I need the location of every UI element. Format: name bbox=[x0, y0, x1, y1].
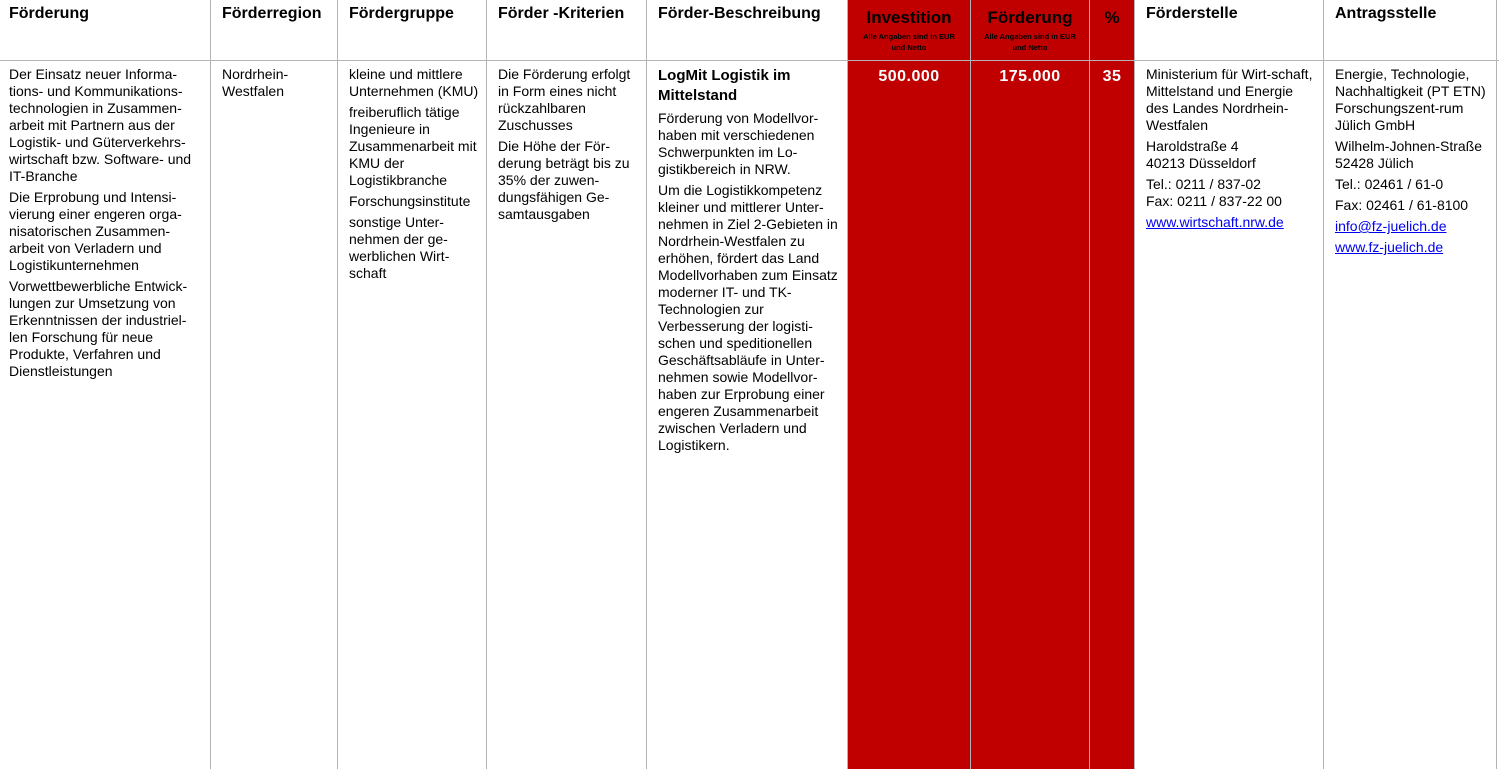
header-separator bbox=[0, 60, 1499, 61]
investition-value: 500.000 bbox=[878, 68, 940, 85]
column-divider bbox=[210, 0, 211, 769]
header-antragsstelle: Antragsstelle bbox=[1335, 5, 1437, 22]
foerdergruppe-item: freiberuflich tätige Ingenieure in Zusammenarbeit mit KMU der Logistikbranche bbox=[349, 104, 477, 188]
cell-foerderstelle bbox=[1146, 66, 1316, 231]
header-investition-label: Investition bbox=[866, 8, 952, 27]
column-divider bbox=[337, 0, 338, 769]
antragsstelle-city: 52428 Jülich bbox=[1335, 155, 1414, 171]
investition-column bbox=[848, 0, 970, 769]
header-beschreibung: Förder-Beschreibung bbox=[658, 5, 821, 22]
foerderbetrag-value: 175.000 bbox=[999, 68, 1061, 85]
foerdergruppe-item: Forschungsinstitute bbox=[349, 193, 471, 209]
antragsstelle-email-link[interactable]: info@fz-juelich.de bbox=[1335, 218, 1447, 234]
kriterien-paragraph: Die Förderung erfolgt in Form eines nicht rückzahlbaren Zuschusses bbox=[498, 66, 631, 133]
header-foerderstelle: Förderstelle bbox=[1146, 5, 1238, 22]
foerderung-paragraph: Der Einsatz neuer Informa-tions- und Kommunikations-technologien in Zusammen-arbeit mit Partnern aus der Logistik- und Güterverkehrs-wirtschaft bzw. Software- und IT-Branche bbox=[9, 66, 192, 184]
prozent-column bbox=[1090, 0, 1134, 769]
beschreibung-paragraph: Förderung von Modellvor-haben mit verschiedenen Schwerpunkten im Lo-gistikbereich in NRW. bbox=[658, 110, 819, 177]
foerderung-paragraph: Die Erprobung und Intensi-vierung einer engeren orga-nisatorischen Zusammen-arbeit von Verladern und Logistikunternehmen bbox=[9, 189, 182, 273]
foerderstelle-city: 40213 Düsseldorf bbox=[1146, 155, 1256, 171]
beschreibung-title: LogMit Logistik im Mittelstand bbox=[658, 67, 791, 104]
header-foerderung: Förderung bbox=[9, 5, 89, 22]
header-prozent bbox=[1090, 8, 1134, 27]
header-foerderregion: Förderregion bbox=[222, 5, 322, 22]
header-investition bbox=[848, 8, 970, 53]
cell-beschreibung bbox=[658, 66, 838, 458]
header-foerderbetrag-note: Alle Angaben sind in EUR und Netto bbox=[984, 32, 1076, 52]
antragsstelle-website-link[interactable]: www.fz-juelich.de bbox=[1335, 239, 1444, 255]
foerderstelle-name: Ministerium für Wirt-schaft, Mittelstand und Energie des Landes Nordrhein-Westfalen bbox=[1146, 66, 1313, 133]
prozent-value: 35 bbox=[1102, 68, 1122, 85]
column-divider bbox=[847, 0, 848, 769]
foerderbetrag-column bbox=[971, 0, 1089, 769]
foerderstelle-website-link[interactable]: www.wirtschaft.nrw.de bbox=[1146, 214, 1284, 230]
header-kriterien: Förder -Kriterien bbox=[498, 5, 625, 22]
header-investition-note: Alle Angaben sind in EUR und Netto bbox=[863, 32, 955, 52]
antragsstelle-tel: Tel.: 02461 / 61-0 bbox=[1335, 176, 1444, 192]
antragsstelle-name: Energie, Technologie, Nachhaltigkeit (PT ETN) Forschungszent-rum Jülich GmbH bbox=[1335, 66, 1486, 133]
column-divider bbox=[1496, 0, 1497, 769]
foerderstelle-street: Haroldstraße 4 bbox=[1146, 138, 1239, 154]
cell-foerdergruppe bbox=[349, 66, 479, 286]
header-prozent-label: % bbox=[1104, 8, 1120, 27]
column-divider bbox=[1323, 0, 1324, 769]
column-divider bbox=[486, 0, 487, 769]
column-divider bbox=[1134, 0, 1135, 769]
column-divider bbox=[646, 0, 647, 769]
antragsstelle-street: Wilhelm-Johnen-Straße bbox=[1335, 138, 1483, 154]
foerderstelle-tel: Tel.: 0211 / 837-02 bbox=[1146, 176, 1261, 192]
header-foerderbetrag-label: Förderung bbox=[987, 8, 1073, 27]
column-divider bbox=[970, 0, 971, 769]
foerdergruppe-item: sonstige Unter-nehmen der ge-werblichen Wirt-schaft bbox=[349, 214, 450, 281]
cell-kriterien bbox=[498, 66, 640, 227]
column-divider bbox=[1089, 0, 1090, 769]
cell-foerderregion bbox=[222, 66, 322, 104]
beschreibung-paragraph: Um die Logistikkompetenz kleiner und mittlerer Unter-nehmen in Ziel 2-Gebieten in Nordrhein-Westfalen zu erhöhen, fördert das Land Modellvorhaben zum Einsatz moderner IT- und TK-Technologien zur Verbesserung der logisti-schen und speditionellen Geschäftsabläufe in Unter-nehmen sowie Modellvor-haben zur Erprobung einer engeren Zusammenarbeit zwischen Verladern und Logistikern. bbox=[658, 182, 838, 453]
kriterien-paragraph: Die Höhe der För-derung beträgt bis zu 35% der zuwen-dungsfähigen Ge-samtausgaben bbox=[498, 138, 630, 222]
antragsstelle-fax: Fax: 02461 / 61-8100 bbox=[1335, 197, 1469, 213]
foerdergruppe-item: kleine und mittlere Unternehmen (KMU) bbox=[349, 66, 479, 99]
cell-antragsstelle bbox=[1335, 66, 1493, 256]
foerderregion-text: Nordrhein-Westfalen bbox=[222, 66, 289, 99]
foerderung-paragraph: Vorwettbewerbliche Entwick-lungen zur Umsetzung von Erkenntnissen der industriel-len Forschung für neue Produkte, Verfahren und Dienstleistungen bbox=[9, 278, 188, 379]
header-foerderbetrag bbox=[971, 8, 1089, 53]
cell-foerderung bbox=[9, 66, 201, 384]
header-foerdergruppe: Fördergruppe bbox=[349, 5, 454, 22]
foerderstelle-fax: Fax: 0211 / 837-22 00 bbox=[1146, 193, 1282, 209]
